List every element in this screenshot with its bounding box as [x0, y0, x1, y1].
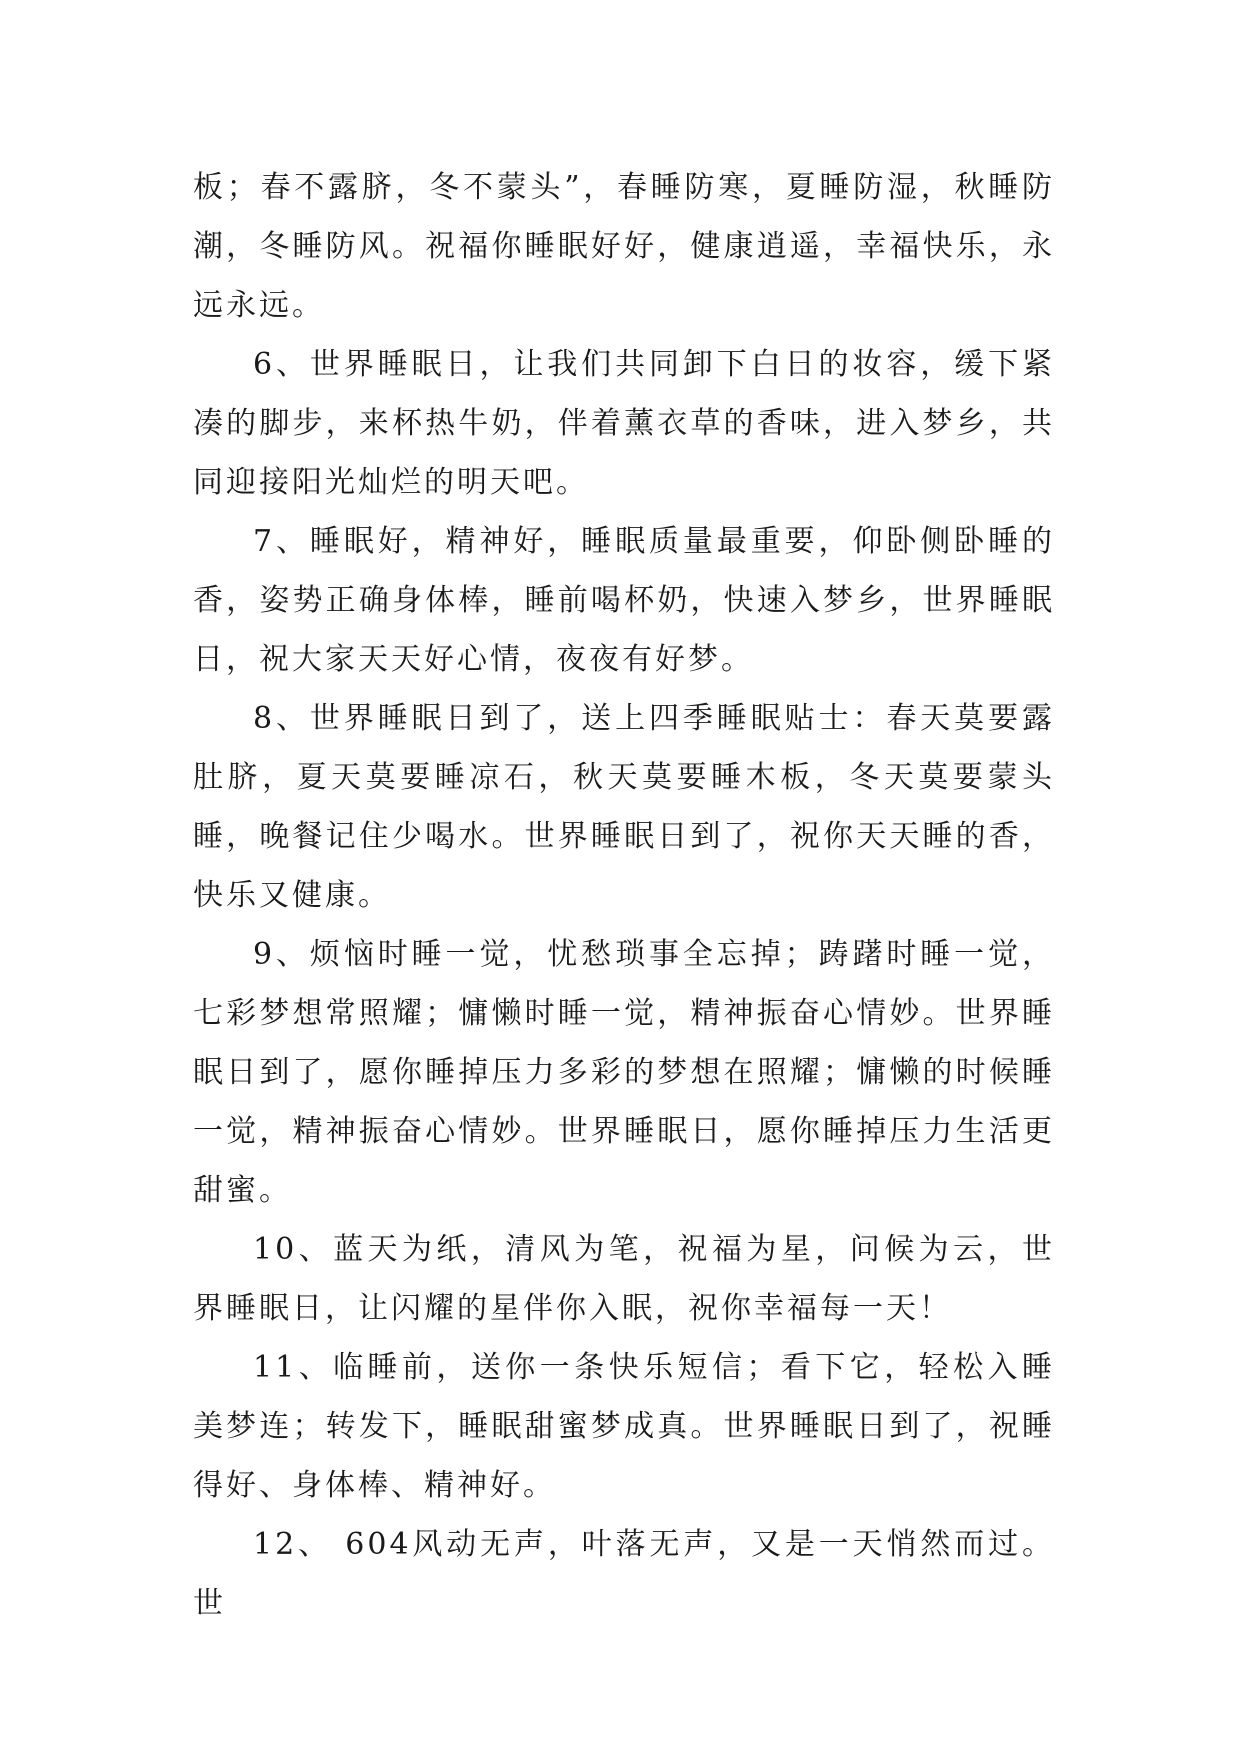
- paragraph-item-12: 12、 604风动无声，叶落无声，又是一天悄然而过。世: [193, 1527, 1055, 1621]
- paragraph-item-6: 6、世界睡眠日，让我们共同卸下白日的妆容，缓下紧凑的脚步，来杯热牛奶，伴着薰衣草的香味，进入梦乡，共同迎接阳光灿烂的明天吧。: [193, 347, 1055, 500]
- document-body: [193, 158, 1055, 1633]
- paragraph-item-10: 10、蓝天为纸，清风为笔，祝福为星，问候为云，世界睡眠日，让闪耀的星伴你入眠，祝你幸福每一天！: [193, 1232, 1055, 1326]
- paragraph-item-11: 11、临睡前，送你一条快乐短信；看下它，轻松入睡美梦连；转发下，睡眠甜蜜梦成真。世界睡眠日到了，祝睡得好、身体棒、精神好。: [193, 1350, 1055, 1503]
- paragraph-item-9: 9、烦恼时睡一觉，忧愁琐事全忘掉；踌躇时睡一觉，七彩梦想常照耀；慵懒时睡一觉，精神振奋心情妙。世界睡眠日到了，愿你睡掉压力多彩的梦想在照耀；慵懒的时候睡一觉，精神振奋心情妙。世界睡眠日，愿你睡掉压力生活更甜蜜。: [193, 937, 1055, 1208]
- paragraph-item-8: 8、世界睡眠日到了，送上四季睡眠贴士：春天莫要露肚脐，夏天莫要睡凉石，秋天莫要睡木板，冬天莫要蒙头睡，晚餐记住少喝水。世界睡眠日到了，祝你天天睡的香，快乐又健康。: [193, 701, 1055, 913]
- paragraph-continuation: 板；春不露脐，冬不蒙头”，春睡防寒，夏睡防湿，秋睡防潮，冬睡防风。祝福你睡眠好好，健康逍遥，幸福快乐，永远永远。: [193, 170, 1055, 323]
- paragraph-item-7: 7、睡眠好，精神好，睡眠质量最重要，仰卧侧卧睡的香，姿势正确身体棒，睡前喝杯奶，快速入梦乡，世界睡眠日，祝大家天天好心情，夜夜有好梦。: [193, 524, 1055, 677]
